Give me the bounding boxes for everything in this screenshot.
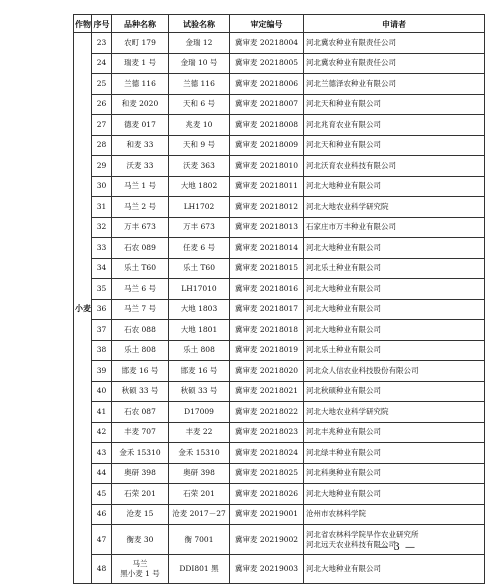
cell-applicant: 河北科奥种业有限公司: [304, 463, 485, 484]
cell-variety: 和麦 2020: [112, 94, 169, 115]
cell-variety: 瑞麦 1 号: [112, 53, 169, 74]
table-header-row: [74, 15, 485, 33]
cell-applicant: 河北丰兆种业有限公司: [304, 422, 485, 443]
table-row: [74, 238, 485, 259]
cell-code: 冀审麦 20218010: [230, 156, 304, 177]
cell-applicant: 河北大地种业有限公司: [304, 299, 485, 320]
cell-applicant: 河北绿丰种业有限公司: [304, 443, 485, 464]
cell-trial: 丰麦 22: [169, 422, 230, 443]
cell-applicant: 河北省农林科学院旱作农业研究所 河北远天农业科技有限公司: [304, 525, 485, 555]
table-row: [74, 525, 485, 555]
cell-code: 冀审麦 20219001: [230, 504, 304, 525]
cell-trial: D17009: [169, 402, 230, 423]
table-row: [74, 53, 485, 74]
cell-applicant: 河北乐土种业有限公司: [304, 340, 485, 361]
cell-variety: 石农 088: [112, 320, 169, 341]
cell-variety: 农町 179: [112, 33, 169, 54]
table-row: [74, 484, 485, 505]
cell-applicant: 河北大地农业科学研究院: [304, 197, 485, 218]
cell-no: 44: [92, 463, 112, 484]
cell-trial: 兰德 116: [169, 74, 230, 95]
cell-variety: 石农 089: [112, 238, 169, 259]
table-row: [74, 115, 485, 136]
cell-trial: 沃麦 363: [169, 156, 230, 177]
cell-code: 冀审麦 20218022: [230, 402, 304, 423]
cell-no: 47: [92, 525, 112, 555]
cell-code: 冀审麦 20218023: [230, 422, 304, 443]
cell-applicant: 河北大地种业有限公司: [304, 238, 485, 259]
cell-trial: LH17010: [169, 279, 230, 300]
cell-trial: 天和 9 号: [169, 135, 230, 156]
table-row: [74, 258, 485, 279]
page-number: — 3 —: [378, 542, 416, 553]
cell-code: 冀审麦 20218006: [230, 74, 304, 95]
header-trial: 试验名称: [169, 15, 230, 33]
cell-applicant: 沧州市农林科学院: [304, 504, 485, 525]
table-row: [74, 463, 485, 484]
cell-applicant: 石家庄市万丰种业有限公司: [304, 217, 485, 238]
cell-code: 冀审麦 20218016: [230, 279, 304, 300]
cell-variety: 马兰 黑小麦 1 号: [112, 555, 169, 584]
cell-no: 43: [92, 443, 112, 464]
cell-code: 冀审麦 20218025: [230, 463, 304, 484]
cell-code: 冀审麦 20218011: [230, 176, 304, 197]
cell-no: 45: [92, 484, 112, 505]
variety-registration-table: [73, 14, 485, 584]
cell-no: 32: [92, 217, 112, 238]
cell-no: 48: [92, 555, 112, 584]
cell-applicant: 河北兆育农业有限公司: [304, 115, 485, 136]
cell-code: 冀审麦 20218007: [230, 94, 304, 115]
cell-variety: 兰德 116: [112, 74, 169, 95]
table-row: [74, 279, 485, 300]
cell-applicant: 河北大地种业有限公司: [304, 320, 485, 341]
cell-trial: 衡 7001: [169, 525, 230, 555]
cell-code: 冀审麦 20218024: [230, 443, 304, 464]
cell-applicant: 河北冀农种业有限责任公司: [304, 53, 485, 74]
cell-applicant: 河北大地种业有限公司: [304, 176, 485, 197]
cell-applicant: 河北大地种业有限公司: [304, 555, 485, 584]
cell-applicant: 河北冀农种业有限责任公司: [304, 33, 485, 54]
cell-no: 36: [92, 299, 112, 320]
cell-code: 冀审麦 20219003: [230, 555, 304, 584]
table-row: [74, 504, 485, 525]
cell-variety: 马兰 2 号: [112, 197, 169, 218]
cell-trial: 沧麦 2017－27: [169, 504, 230, 525]
cell-variety: 邯麦 16 号: [112, 361, 169, 382]
cell-trial: 金瑞 12: [169, 33, 230, 54]
cell-variety: 金禾 15310: [112, 443, 169, 464]
table-row: [74, 320, 485, 341]
cell-variety: 奥研 398: [112, 463, 169, 484]
cell-trial: 邯麦 16 号: [169, 361, 230, 382]
cell-applicant: 河北秋硕种业有限公司: [304, 381, 485, 402]
header-variety: 品种名称: [112, 15, 169, 33]
table-row: [74, 156, 485, 177]
cell-variety: 衡麦 30: [112, 525, 169, 555]
cell-variety: 丰麦 707: [112, 422, 169, 443]
cell-code: 冀审麦 20218019: [230, 340, 304, 361]
cell-trial: 金禾 15310: [169, 443, 230, 464]
cell-applicant: 河北乐土种业有限公司: [304, 258, 485, 279]
table-row: [74, 443, 485, 464]
cell-no: 28: [92, 135, 112, 156]
cell-variety: 沧麦 15: [112, 504, 169, 525]
cell-code: 冀审麦 20218013: [230, 217, 304, 238]
table-row: [74, 555, 485, 584]
table-row: [74, 299, 485, 320]
cell-variety: 和麦 33: [112, 135, 169, 156]
cell-code: 冀审麦 20219002: [230, 525, 304, 555]
cell-trial: 石荣 201: [169, 484, 230, 505]
cell-applicant: 河北众人信农业科技股份有限公司: [304, 361, 485, 382]
cell-no: 39: [92, 361, 112, 382]
cell-no: 25: [92, 74, 112, 95]
crop-cell: 小麦: [74, 33, 92, 584]
cell-no: 33: [92, 238, 112, 259]
cell-no: 27: [92, 115, 112, 136]
cell-trial: 兆麦 10: [169, 115, 230, 136]
cell-trial: LH1702: [169, 197, 230, 218]
cell-no: 37: [92, 320, 112, 341]
cell-no: 30: [92, 176, 112, 197]
cell-no: 23: [92, 33, 112, 54]
cell-trial: 大地 1802: [169, 176, 230, 197]
table-row: [74, 381, 485, 402]
cell-code: 冀审麦 20218021: [230, 381, 304, 402]
cell-code: 冀审麦 20218005: [230, 53, 304, 74]
table-row: [74, 33, 485, 54]
cell-no: 40: [92, 381, 112, 402]
table-row: [74, 361, 485, 382]
header-crop: 作物: [74, 15, 92, 33]
cell-variety: 马兰 1 号: [112, 176, 169, 197]
cell-code: 冀审麦 20218012: [230, 197, 304, 218]
cell-no: 34: [92, 258, 112, 279]
cell-no: 31: [92, 197, 112, 218]
cell-no: 24: [92, 53, 112, 74]
cell-no: 46: [92, 504, 112, 525]
cell-code: 冀审麦 20218014: [230, 238, 304, 259]
cell-trial: 秋硕 33 号: [169, 381, 230, 402]
cell-no: 41: [92, 402, 112, 423]
cell-trial: 金瑞 10 号: [169, 53, 230, 74]
cell-variety: 马兰 7 号: [112, 299, 169, 320]
cell-trial: 天和 6 号: [169, 94, 230, 115]
cell-variety: 万丰 673: [112, 217, 169, 238]
cell-code: 冀审麦 20218008: [230, 115, 304, 136]
cell-trial: 任麦 6 号: [169, 238, 230, 259]
cell-code: 冀审麦 20218020: [230, 361, 304, 382]
table-row: [74, 340, 485, 361]
cell-trial: 乐土 808: [169, 340, 230, 361]
cell-no: 29: [92, 156, 112, 177]
cell-variety: 沃麦 33: [112, 156, 169, 177]
cell-code: 冀审麦 20218017: [230, 299, 304, 320]
cell-no: 26: [92, 94, 112, 115]
cell-no: 38: [92, 340, 112, 361]
cell-applicant: 河北天和种业有限公司: [304, 94, 485, 115]
table-row: [74, 176, 485, 197]
table-row: [74, 217, 485, 238]
header-no: 序号: [92, 15, 112, 33]
table-row: [74, 135, 485, 156]
cell-code: 冀审麦 20218015: [230, 258, 304, 279]
cell-variety: 乐土 808: [112, 340, 169, 361]
table-row: [74, 94, 485, 115]
cell-applicant: 河北天和种业有限公司: [304, 135, 485, 156]
cell-applicant: 河北大地种业有限公司: [304, 279, 485, 300]
cell-code: 冀审麦 20218004: [230, 33, 304, 54]
cell-code: 冀审麦 20218018: [230, 320, 304, 341]
cell-applicant: 河北大地农业科学研究院: [304, 402, 485, 423]
cell-trial: 乐土 T60: [169, 258, 230, 279]
table-body: [74, 33, 485, 584]
cell-applicant: 河北沃育农业科技有限公司: [304, 156, 485, 177]
cell-applicant: 河北大地种业有限公司: [304, 484, 485, 505]
cell-code: 冀审麦 20218009: [230, 135, 304, 156]
cell-variety: 乐土 T60: [112, 258, 169, 279]
cell-variety: 石荣 201: [112, 484, 169, 505]
cell-trial: DDI801 黑: [169, 555, 230, 584]
header-code: 审定编号: [230, 15, 304, 33]
cell-applicant: 河北兰德泽农种业有限公司: [304, 74, 485, 95]
cell-code: 冀审麦 20218026: [230, 484, 304, 505]
cell-no: 42: [92, 422, 112, 443]
cell-trial: 大地 1801: [169, 320, 230, 341]
cell-no: 35: [92, 279, 112, 300]
cell-variety: 秋硕 33 号: [112, 381, 169, 402]
table-row: [74, 402, 485, 423]
cell-trial: 大地 1803: [169, 299, 230, 320]
table-row: [74, 422, 485, 443]
cell-trial: 奥研 398: [169, 463, 230, 484]
table-row: [74, 197, 485, 218]
cell-variety: 石农 087: [112, 402, 169, 423]
header-applicant: 申请者: [304, 15, 485, 33]
cell-variety: 德麦 017: [112, 115, 169, 136]
cell-variety: 马兰 6 号: [112, 279, 169, 300]
table-row: [74, 74, 485, 95]
cell-trial: 万丰 673: [169, 217, 230, 238]
